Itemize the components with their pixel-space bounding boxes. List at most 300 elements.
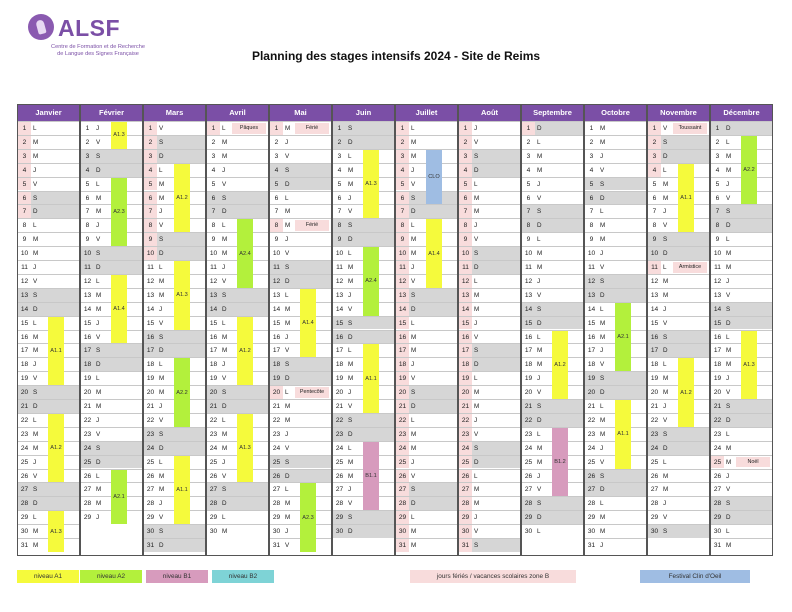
day-number: 2 <box>337 138 342 146</box>
day-number: 24 <box>146 444 155 452</box>
day-number: 18 <box>650 361 659 369</box>
day-number: 28 <box>713 500 722 508</box>
day-number: 11 <box>648 261 661 274</box>
day-row <box>270 455 331 469</box>
day-row <box>144 524 205 538</box>
day-number: 16 <box>146 333 155 341</box>
weekday-letter: M <box>411 542 417 549</box>
day-row <box>81 343 142 357</box>
weekday-letter: L <box>726 528 730 536</box>
day-number: 14 <box>209 305 218 313</box>
day-number: 18 <box>83 361 92 369</box>
day-number: 23 <box>524 430 533 438</box>
day-row <box>648 135 709 149</box>
weekday-letter: L <box>726 333 730 341</box>
day-row <box>648 482 709 496</box>
session-label: CLO <box>428 174 440 181</box>
weekday-letter: M <box>285 403 291 410</box>
day-row <box>522 288 583 302</box>
day-row <box>18 260 79 274</box>
weekday-letter: S <box>159 138 164 146</box>
weekday-letter: M <box>159 472 165 480</box>
day-number: 1 <box>459 122 472 135</box>
weekday-letter: M <box>726 264 732 271</box>
day-number: 28 <box>335 500 344 508</box>
weekday-letter: D <box>33 500 38 508</box>
day-number: 5 <box>337 180 342 188</box>
day-row <box>333 510 394 524</box>
weekday-letter: M <box>285 208 291 216</box>
weekday-letter: V <box>159 222 164 230</box>
weekday-letter: D <box>411 403 416 410</box>
weekday-letter: L <box>96 472 100 480</box>
weekday-letter: M <box>348 277 354 285</box>
weekday-letter: J <box>159 208 163 216</box>
weekday-letter: D <box>663 152 668 160</box>
day-number: 10 <box>272 250 281 258</box>
session-label: A1.4 <box>302 320 314 327</box>
day-number: 20 <box>83 389 92 397</box>
legend-item: niveau B1 <box>146 570 208 583</box>
day-row <box>207 385 268 399</box>
day-number: 16 <box>83 333 92 341</box>
day-number: 11 <box>336 264 343 271</box>
day-number: 2 <box>648 136 661 149</box>
day-number: 15 <box>272 319 281 327</box>
day-row <box>207 288 268 302</box>
day-number: 17 <box>396 344 409 357</box>
weekday-letter: D <box>663 347 668 355</box>
day-number: 7 <box>715 208 720 216</box>
session-label: A2.3 <box>302 514 314 521</box>
training-session-bar <box>237 414 253 483</box>
day-number: 3 <box>85 152 90 160</box>
weekday-letter: V <box>285 250 290 258</box>
day-row <box>585 288 646 302</box>
day-row <box>396 399 457 413</box>
day-number: 28 <box>146 500 155 508</box>
day-number: 2 <box>459 136 472 149</box>
day-row <box>396 135 457 149</box>
weekday-letter: M <box>726 166 732 174</box>
day-number: 25 <box>272 458 281 466</box>
weekday-letter: D <box>726 125 731 132</box>
weekday-letter: L <box>600 403 604 410</box>
weekday-letter: M <box>600 528 606 536</box>
session-label: A1.1 <box>617 431 629 438</box>
day-row <box>18 163 79 177</box>
day-row <box>459 163 520 177</box>
day-number: 14 <box>459 303 472 316</box>
day-number: 31 <box>396 539 409 552</box>
day-row <box>459 288 520 302</box>
weekday-letter: V <box>285 347 290 355</box>
day-number: 13 <box>209 291 218 299</box>
weekday-letter: J <box>96 222 100 230</box>
weekday-letter: V <box>159 416 164 424</box>
weekday-letter: V <box>96 138 101 146</box>
weekday-letter: S <box>600 375 605 383</box>
weekday-letter: D <box>159 250 164 258</box>
day-number: 29 <box>83 514 92 522</box>
day-row <box>396 288 457 302</box>
day-number: 22 <box>587 416 596 424</box>
session-label: A2.1 <box>113 493 125 500</box>
day-number: 11 <box>459 261 472 274</box>
day-row <box>459 260 520 274</box>
weekday-letter: V <box>474 430 479 438</box>
day-row <box>18 496 79 510</box>
month-column <box>332 104 395 556</box>
day-number: 26 <box>20 472 29 480</box>
weekday-letter: M <box>285 416 291 424</box>
day-number: 27 <box>272 486 281 494</box>
day-row <box>270 163 331 177</box>
day-number: 17 <box>20 347 29 355</box>
day-row <box>585 204 646 218</box>
weekday-letter: J <box>600 152 604 160</box>
day-number: 16 <box>20 333 29 341</box>
weekday-letter: J <box>537 375 541 383</box>
day-row <box>459 482 520 496</box>
month-column <box>584 104 647 556</box>
weekday-letter: D <box>474 166 479 174</box>
training-session-bar <box>174 261 190 330</box>
weekday-letter: J <box>663 403 667 410</box>
day-row <box>396 469 457 483</box>
day-number: 14 <box>83 305 92 313</box>
day-number: 13 <box>272 291 281 299</box>
weekday-letter: V <box>411 472 416 480</box>
day-number: 7 <box>459 205 472 218</box>
day-row <box>270 274 331 288</box>
weekday-letter: S <box>726 403 731 410</box>
day-number: 19 <box>83 375 92 383</box>
weekday-letter: M <box>411 430 417 438</box>
weekday-letter: M <box>222 138 228 146</box>
weekday-letter: J <box>537 277 541 285</box>
day-number: 1 <box>18 122 31 135</box>
training-session-bar <box>174 164 190 233</box>
day-row <box>711 232 772 246</box>
session-label: A1.4 <box>113 306 125 313</box>
day-number: 24 <box>713 444 722 452</box>
weekday-letter: L <box>537 528 541 536</box>
day-number: 23 <box>20 430 29 438</box>
weekday-letter: M <box>96 486 102 494</box>
weekday-letter: D <box>474 264 479 271</box>
weekday-letter: S <box>348 222 353 230</box>
day-number: 3 <box>274 152 279 160</box>
weekday-letter: J <box>474 416 478 424</box>
weekday-letter: L <box>411 125 415 132</box>
day-row <box>459 302 520 316</box>
day-number: 1 <box>396 122 409 135</box>
weekday-letter: S <box>33 194 38 202</box>
weekday-letter: S <box>726 208 731 216</box>
day-number: 20 <box>270 386 283 399</box>
day-number: 15 <box>396 317 409 330</box>
day-number: 13 <box>587 291 596 299</box>
day-number: 15 <box>209 319 218 327</box>
day-number: 29 <box>524 514 533 522</box>
weekday-letter: M <box>33 347 39 355</box>
day-row <box>207 510 268 524</box>
day-number: 23 <box>209 430 218 438</box>
weekday-letter: D <box>411 305 416 313</box>
day-number: 17 <box>335 347 344 355</box>
weekday-letter: L <box>159 166 163 174</box>
legend-item: Festival Clin d'Oeil <box>640 570 750 583</box>
weekday-letter: J <box>348 486 352 494</box>
session-label: A2.1 <box>617 333 629 340</box>
day-number: 2 <box>526 138 531 146</box>
day-number: 15 <box>459 317 472 330</box>
day-number: 14 <box>650 305 659 313</box>
weekday-letter: M <box>537 347 543 355</box>
weekday-letter: S <box>663 528 668 536</box>
day-number: 11 <box>84 264 91 271</box>
day-number: 3 <box>337 152 342 160</box>
day-number: 8 <box>85 222 90 230</box>
day-number: 20 <box>587 389 596 397</box>
day-number: 4 <box>85 166 90 174</box>
day-number: 12 <box>650 277 659 285</box>
weekday-letter: M <box>474 291 480 299</box>
day-row <box>648 274 709 288</box>
weekday-letter: D <box>663 444 668 452</box>
day-row <box>396 538 457 552</box>
training-session-bar <box>363 344 379 413</box>
day-number: 24 <box>209 444 218 452</box>
day-number: 7 <box>144 205 157 218</box>
day-row <box>207 191 268 205</box>
day-number: 18 <box>587 361 596 369</box>
weekday-letter: M <box>537 444 543 452</box>
day-number: 10 <box>459 247 472 260</box>
weekday-letter: D <box>411 208 416 216</box>
weekday-letter: M <box>348 180 354 188</box>
day-number: 28 <box>650 500 659 508</box>
weekday-letter: M <box>348 264 354 271</box>
day-row <box>711 455 772 469</box>
weekday-letter: M <box>663 375 669 383</box>
holiday-note: Férié <box>295 220 329 231</box>
day-number: 5 <box>715 180 720 188</box>
day-row <box>270 371 331 385</box>
day-number: 17 <box>209 347 218 355</box>
day-row <box>270 218 331 232</box>
weekday-letter: L <box>285 194 289 202</box>
weekday-letter: M <box>285 305 291 313</box>
session-label: A1.2 <box>680 389 692 396</box>
day-number: 4 <box>144 164 157 177</box>
day-number: 25 <box>83 458 92 466</box>
day-number: 30 <box>650 528 659 536</box>
day-number: 12 <box>335 277 344 285</box>
day-row <box>522 510 583 524</box>
day-number: 30 <box>209 528 218 536</box>
weekday-letter: M <box>159 277 165 285</box>
weekday-letter: M <box>726 361 732 369</box>
weekday-letter: M <box>663 277 669 285</box>
day-number: 12 <box>587 277 596 285</box>
weekday-letter: S <box>33 291 38 299</box>
day-row <box>711 482 772 496</box>
weekday-letter: D <box>96 361 101 369</box>
weekday-letter: J <box>96 514 100 522</box>
weekday-letter: M <box>663 472 669 480</box>
weekday-letter: V <box>600 166 605 174</box>
day-number: 23 <box>83 430 92 438</box>
day-number: 10 <box>335 250 344 258</box>
day-row <box>207 177 268 191</box>
day-number: 22 <box>209 416 218 424</box>
day-number: 24 <box>459 442 472 455</box>
day-number: 9 <box>459 233 472 246</box>
weekday-letter: J <box>348 389 352 397</box>
day-row <box>711 316 772 330</box>
weekday-letter: L <box>474 180 478 188</box>
day-row <box>648 441 709 455</box>
day-number: 12 <box>20 277 29 285</box>
day-row <box>522 204 583 218</box>
day-number: 28 <box>83 500 92 508</box>
day-number: 9 <box>211 236 216 244</box>
day-number: 28 <box>272 500 281 508</box>
day-number: 12 <box>209 277 218 285</box>
day-row <box>459 399 520 413</box>
day-number: 29 <box>650 514 659 522</box>
day-number: 28 <box>396 497 409 510</box>
month-column <box>458 104 521 556</box>
day-number: 21 <box>587 403 596 410</box>
yearly-calendar <box>17 104 773 556</box>
day-row <box>18 191 79 205</box>
day-row <box>459 343 520 357</box>
weekday-letter: L <box>222 222 226 230</box>
day-number: 12 <box>272 277 281 285</box>
session-label: A2.2 <box>743 167 755 174</box>
day-number: 13 <box>146 291 155 299</box>
weekday-letter: D <box>726 222 731 230</box>
weekday-letter: D <box>33 208 38 216</box>
weekday-letter: M <box>96 389 102 397</box>
weekday-letter: M <box>663 180 669 188</box>
day-number: 25 <box>650 458 659 466</box>
day-row <box>81 413 142 427</box>
day-row <box>459 496 520 510</box>
weekday-letter: M <box>411 236 417 244</box>
day-number: 13 <box>396 289 409 302</box>
weekday-letter: M <box>96 500 102 508</box>
day-row <box>81 399 142 413</box>
day-row <box>459 510 520 524</box>
day-number: 10 <box>20 250 29 258</box>
day-row <box>396 496 457 510</box>
day-row <box>333 427 394 441</box>
day-row <box>207 524 268 538</box>
day-number: 23 <box>396 428 409 441</box>
day-number: 14 <box>146 305 155 313</box>
weekday-letter: L <box>537 333 541 341</box>
weekday-letter: M <box>663 194 669 202</box>
day-row <box>459 232 520 246</box>
session-label: A1.2 <box>50 445 62 452</box>
day-number: 27 <box>209 486 218 494</box>
weekday-letter: J <box>159 403 163 410</box>
weekday-letter: D <box>285 472 290 480</box>
day-number: 7 <box>396 205 409 218</box>
day-number: 13 <box>713 291 722 299</box>
training-session-bar <box>741 331 757 400</box>
day-row <box>270 177 331 191</box>
weekday-letter: L <box>33 416 37 424</box>
day-number: 27 <box>587 486 596 494</box>
day-row <box>585 121 646 135</box>
day-number: 22 <box>650 416 659 424</box>
day-number: 4 <box>211 166 216 174</box>
weekday-letter: M <box>33 430 39 438</box>
weekday-letter: V <box>537 389 542 397</box>
day-row <box>396 204 457 218</box>
day-number: 11 <box>21 264 28 271</box>
day-number: 25 <box>396 456 409 469</box>
weekday-letter: D <box>537 319 542 327</box>
weekday-letter: V <box>222 375 227 383</box>
weekday-letter: J <box>222 458 226 466</box>
day-number: 7 <box>337 208 342 216</box>
weekday-letter: J <box>96 319 100 327</box>
day-row <box>18 218 79 232</box>
weekday-letter: M <box>222 236 228 244</box>
day-number: 21 <box>83 403 92 410</box>
weekday-letter: M <box>474 389 480 397</box>
day-number: 1 <box>522 122 535 135</box>
weekday-letter: L <box>537 430 541 438</box>
weekday-letter: J <box>474 514 478 522</box>
day-row <box>396 482 457 496</box>
month-column <box>143 104 206 556</box>
day-row <box>81 455 142 469</box>
day-row <box>711 496 772 510</box>
weekday-letter: D <box>663 250 668 258</box>
day-number: 9 <box>85 236 90 244</box>
day-number: 26 <box>650 472 659 480</box>
day-number: 10 <box>144 247 157 260</box>
weekday-letter: S <box>348 319 353 327</box>
day-number: 11 <box>210 264 217 271</box>
weekday-letter: J <box>222 166 226 174</box>
day-number: 28 <box>459 497 472 510</box>
session-label: A2.4 <box>365 278 377 285</box>
day-number: 30 <box>587 528 596 536</box>
day-number: 2 <box>18 136 31 149</box>
weekday-letter: S <box>600 180 605 188</box>
weekday-letter: J <box>222 361 226 369</box>
day-number: 13 <box>20 291 29 299</box>
day-row <box>459 524 520 538</box>
day-row <box>18 177 79 191</box>
weekday-letter: J <box>411 458 415 466</box>
day-number: 6 <box>589 194 594 202</box>
day-row <box>81 260 142 274</box>
training-session-bar <box>552 428 568 497</box>
day-number: 8 <box>337 222 342 230</box>
weekday-letter: V <box>159 514 164 522</box>
day-number: 12 <box>146 277 155 285</box>
weekday-letter: V <box>285 542 290 549</box>
